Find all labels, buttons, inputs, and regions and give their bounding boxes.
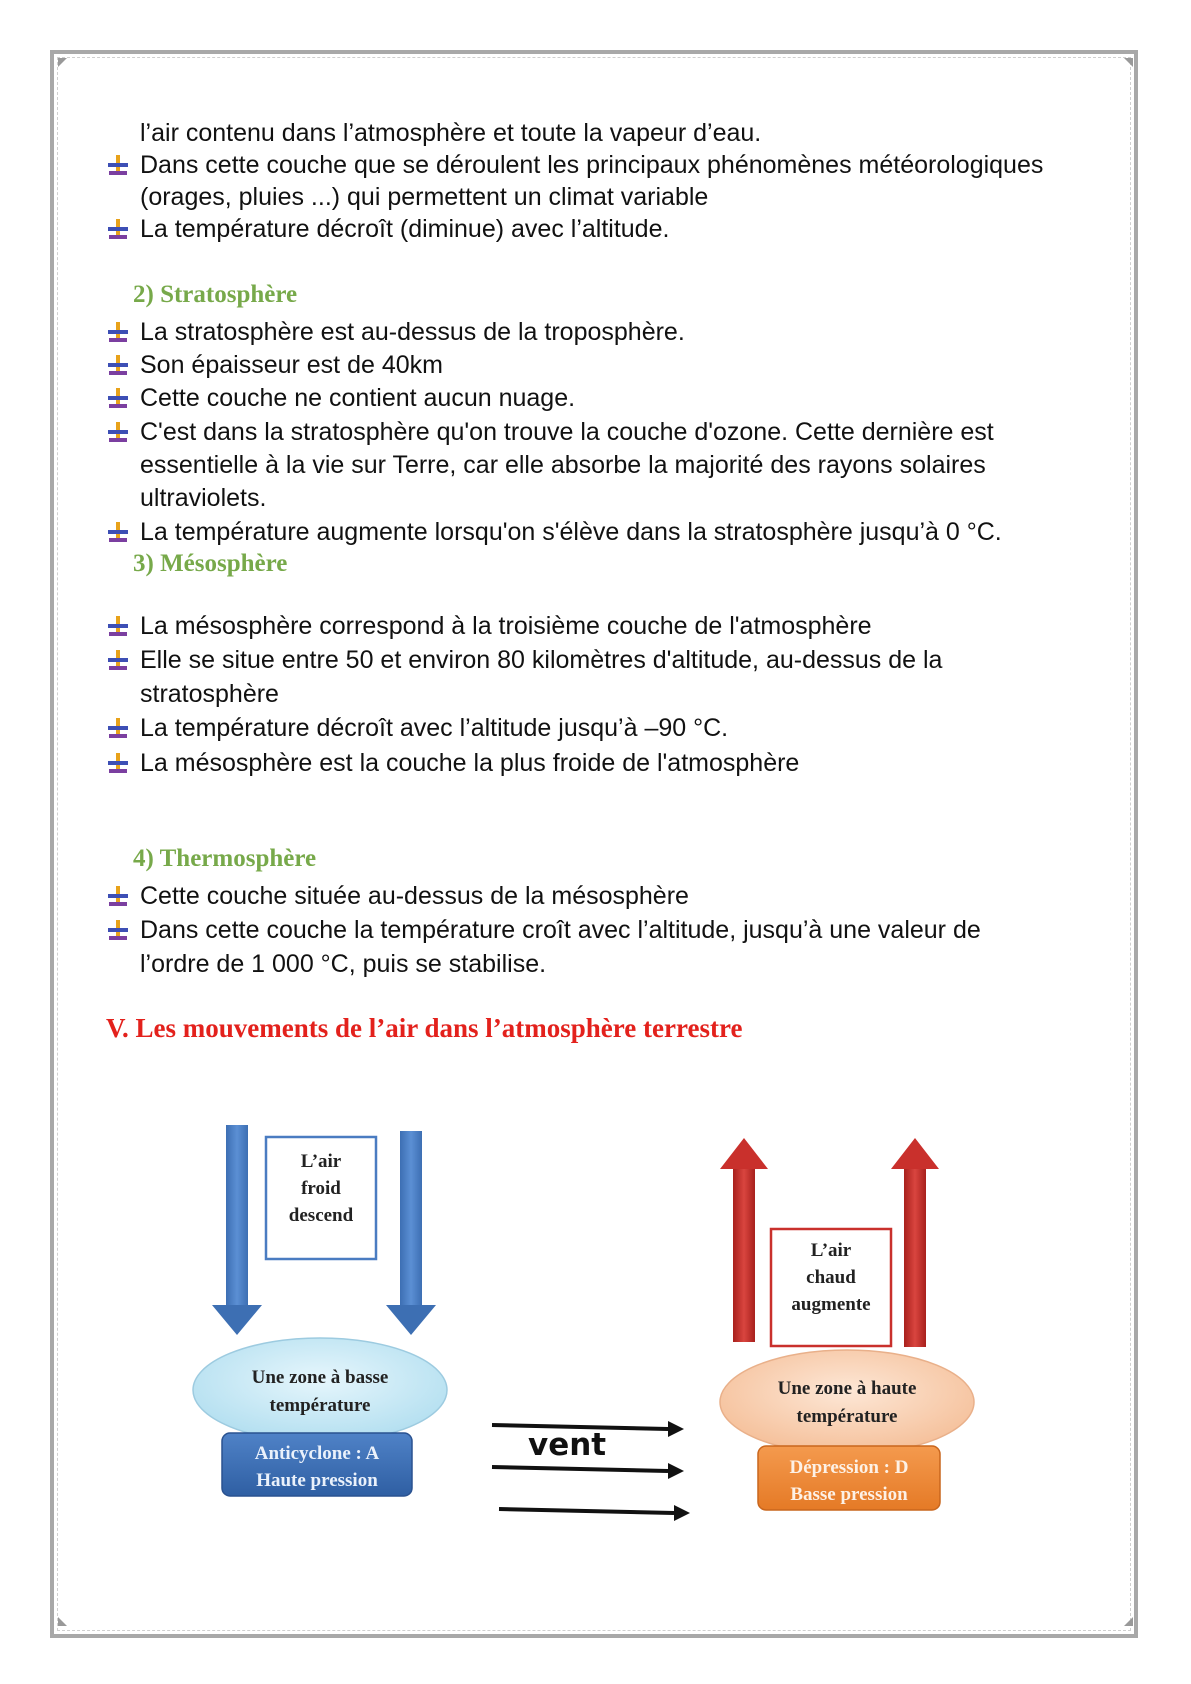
section-heading-thermosphere: 4) Thermosphère [133,845,317,872]
hot-box-line: chaud [806,1267,856,1288]
anticyclone-line: Haute pression [256,1470,378,1491]
hot-arrow-right [891,1138,939,1347]
hot-box-line: augmente [791,1294,871,1315]
bullet-text-cont: (orages, pluies ...) qui permettent un climat variable [140,183,709,211]
section-heading-mesosphere: 3) Mésosphère [133,550,288,577]
intro-line: l’air contenu dans l’atmosphère et toute la vapeur d’eau. [140,119,762,147]
hot-zone-line: température [796,1406,898,1427]
bullet-text: Cette couche située au-dessus de la mésosphère [140,882,689,910]
bullet-text-cont: essentielle à la vie sur Terre, car elle absorbe la majorité des rayons solaires [140,451,986,479]
cold-box-line: descend [288,1205,354,1226]
cold-arrow-right [386,1131,436,1335]
bullet-text: La stratosphère est au-dessus de la troposphère. [140,318,685,346]
bullet-text: Dans cette couche que se déroulent les principaux phénomènes météorologiques [140,151,1044,179]
cold-arrow-left [212,1125,262,1335]
bullet-text: Elle se situe entre 50 et environ 80 kilomètres d'altitude, au-dessus de la [140,646,943,674]
section-heading-stratosphere: 2) Stratosphère [133,281,298,308]
bullet-text: La température décroît (diminue) avec l’altitude. [140,215,670,243]
bullet-text-cont: ultraviolets. [140,484,267,512]
cold-zone-line: température [269,1395,371,1416]
cold-box-line: froid [301,1178,341,1199]
cold-zone-line: Une zone à basse [251,1367,389,1388]
anticyclone-line: Anticyclone : A [254,1443,380,1464]
bullet-text: La température augmente lorsqu'on s'élève dans la stratosphère jusqu’à 0 °C. [140,518,1002,546]
bullet-text: Cette couche ne contient aucun nuage. [140,384,576,412]
hot-zone-ellipse [720,1350,974,1454]
bullet-text: La température décroît avec l’altitude jusqu’à –90 °C. [140,714,729,742]
wind-arrow [492,1463,684,1479]
bullet-text: Son épaisseur est de 40km [140,351,443,379]
depression-line: Basse pression [790,1484,908,1505]
bullet-text: Dans cette couche la température croît avec l’altitude, jusqu’à une valeur de [140,916,981,944]
depression-line: Dépression : D [789,1457,909,1478]
cold-box-line: L’air [300,1151,342,1172]
hot-arrow-left [720,1138,768,1342]
wind-label: vent [528,1427,607,1463]
bullet-text: La mésosphère correspond à la troisième couche de l'atmosphère [140,612,872,640]
bullet-text: C'est dans la stratosphère qu'on trouve la couche d'ozone. Cette dernière est [140,418,994,446]
cold-zone-ellipse [193,1338,447,1442]
section-title: V. Les mouvements de l’air dans l’atmosphère terrestre [106,1013,743,1043]
bullet-text: La mésosphère est la couche la plus froide de l'atmosphère [140,749,800,777]
bullet-text-cont: l’ordre de 1 000 °C, puis se stabilise. [140,950,547,978]
hot-zone-line: Une zone à haute [777,1378,917,1399]
wind-arrow [499,1505,690,1521]
hot-box-line: L’air [810,1240,852,1261]
bullet-text-cont: stratosphère [140,680,279,708]
